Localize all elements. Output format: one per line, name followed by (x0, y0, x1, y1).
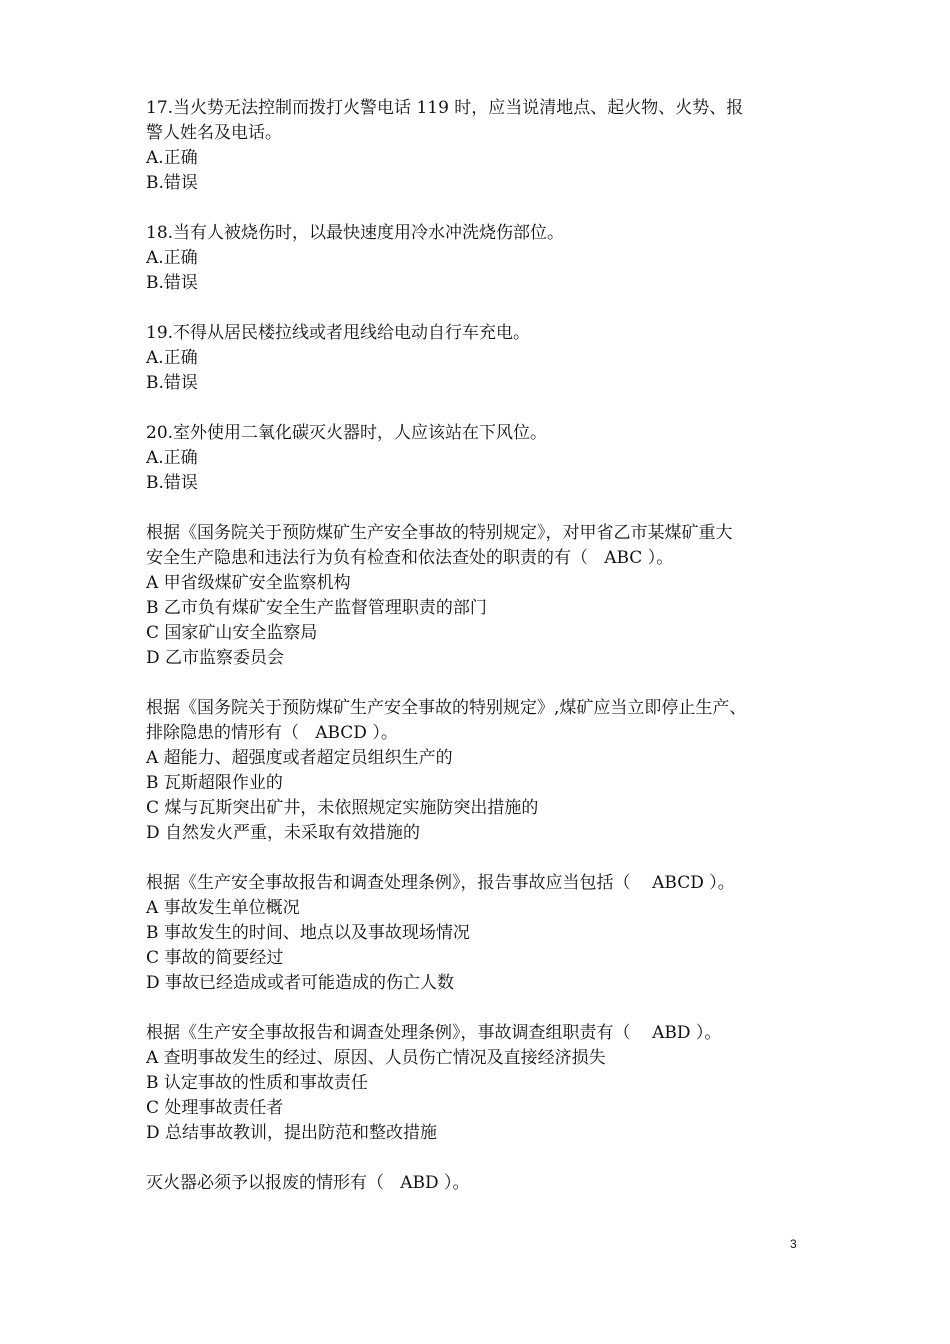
option-line: B 认定事故的性质和事故责任 (146, 1073, 368, 1093)
option-line: B.错误 (146, 273, 198, 293)
question-coal-mine-supervision (146, 521, 808, 671)
option-line: C 处理事故责任者 (146, 1098, 284, 1118)
option-line: C 事故的简要经过 (146, 948, 284, 968)
question-18 (146, 221, 808, 296)
option-line: A 甲省级煤矿安全监察机构 (146, 573, 351, 593)
option-line: A.正确 (146, 248, 198, 268)
question-extinguisher-scrapping (146, 1171, 808, 1196)
option-line: B 乙市负有煤矿安全生产监督管理职责的部门 (146, 598, 487, 618)
option-line: B.错误 (146, 473, 198, 493)
question-text-line: 20.室外使用二氧化碳灭火器时，人应该站在下风位。 (146, 423, 548, 443)
option-line: A 超能力、超强度或者超定员组织生产的 (146, 748, 453, 768)
option-line: B 事故发生的时间、地点以及事故现场情况 (146, 923, 470, 943)
question-text-line: 根据《生产安全事故报告和调查处理条例》，事故调查组职责有（ ABD ）。 (146, 1023, 722, 1043)
question-accident-report-contents (146, 871, 808, 996)
option-line: D 自然发火严重，未采取有效措施的 (146, 823, 421, 843)
option-line: D 乙市监察委员会 (146, 648, 285, 668)
question-text-line: 18.当有人被烧伤时，以最快速度用冷水冲洗烧伤部位。 (146, 223, 565, 243)
option-line: B 瓦斯超限作业的 (146, 773, 283, 793)
question-text-line: 17.当火势无法控制而拨打火警电话 119 时，应当说清地点、起火物、火势、报 (146, 98, 744, 118)
page-number: 3 (790, 1237, 797, 1251)
option-line: A.正确 (146, 148, 198, 168)
question-investigation-team-duties (146, 1021, 808, 1146)
question-19 (146, 321, 808, 396)
option-line: A 事故发生单位概况 (146, 898, 300, 918)
question-20 (146, 421, 808, 496)
question-text-line: 排除隐患的情形有（ ABCD ）。 (146, 723, 398, 743)
option-line: A.正确 (146, 448, 198, 468)
question-17 (146, 96, 808, 196)
question-text-line: 警人姓名及电话。 (146, 123, 282, 143)
question-text-line: 根据《生产安全事故报告和调查处理条例》，报告事故应当包括（ ABCD ）。 (146, 873, 735, 893)
option-line: B.错误 (146, 373, 198, 393)
question-text-line: 根据《国务院关于预防煤矿生产安全事故的特别规定》,煤矿应当立即停止生产、 (146, 698, 747, 718)
question-text-line: 根据《国务院关于预防煤矿生产安全事故的特别规定》，对甲省乙市某煤矿重大 (146, 523, 733, 543)
option-line: D 事故已经造成或者可能造成的伤亡人数 (146, 973, 455, 993)
question-coal-mine-stop-production (146, 696, 808, 846)
option-line: D 总结事故教训，提出防范和整改措施 (146, 1123, 438, 1143)
option-line: A 查明事故发生的经过、原因、人员伤亡情况及直接经济损失 (146, 1048, 606, 1068)
option-line: B.错误 (146, 173, 198, 193)
option-line: C 煤与瓦斯突出矿井，未依照规定实施防突出措施的 (146, 798, 539, 818)
question-text-line: 安全生产隐患和违法行为负有检查和依法查处的职责的有（ ABC ）。 (146, 548, 674, 568)
question-list (146, 96, 808, 1221)
option-line: A.正确 (146, 348, 198, 368)
option-line: C 国家矿山安全监察局 (146, 623, 318, 643)
question-text-line: 灭火器必须予以报废的情形有（ ABD ）。 (146, 1173, 470, 1193)
question-text-line: 19.不得从居民楼拉线或者甩线给电动自行车充电。 (146, 323, 531, 343)
